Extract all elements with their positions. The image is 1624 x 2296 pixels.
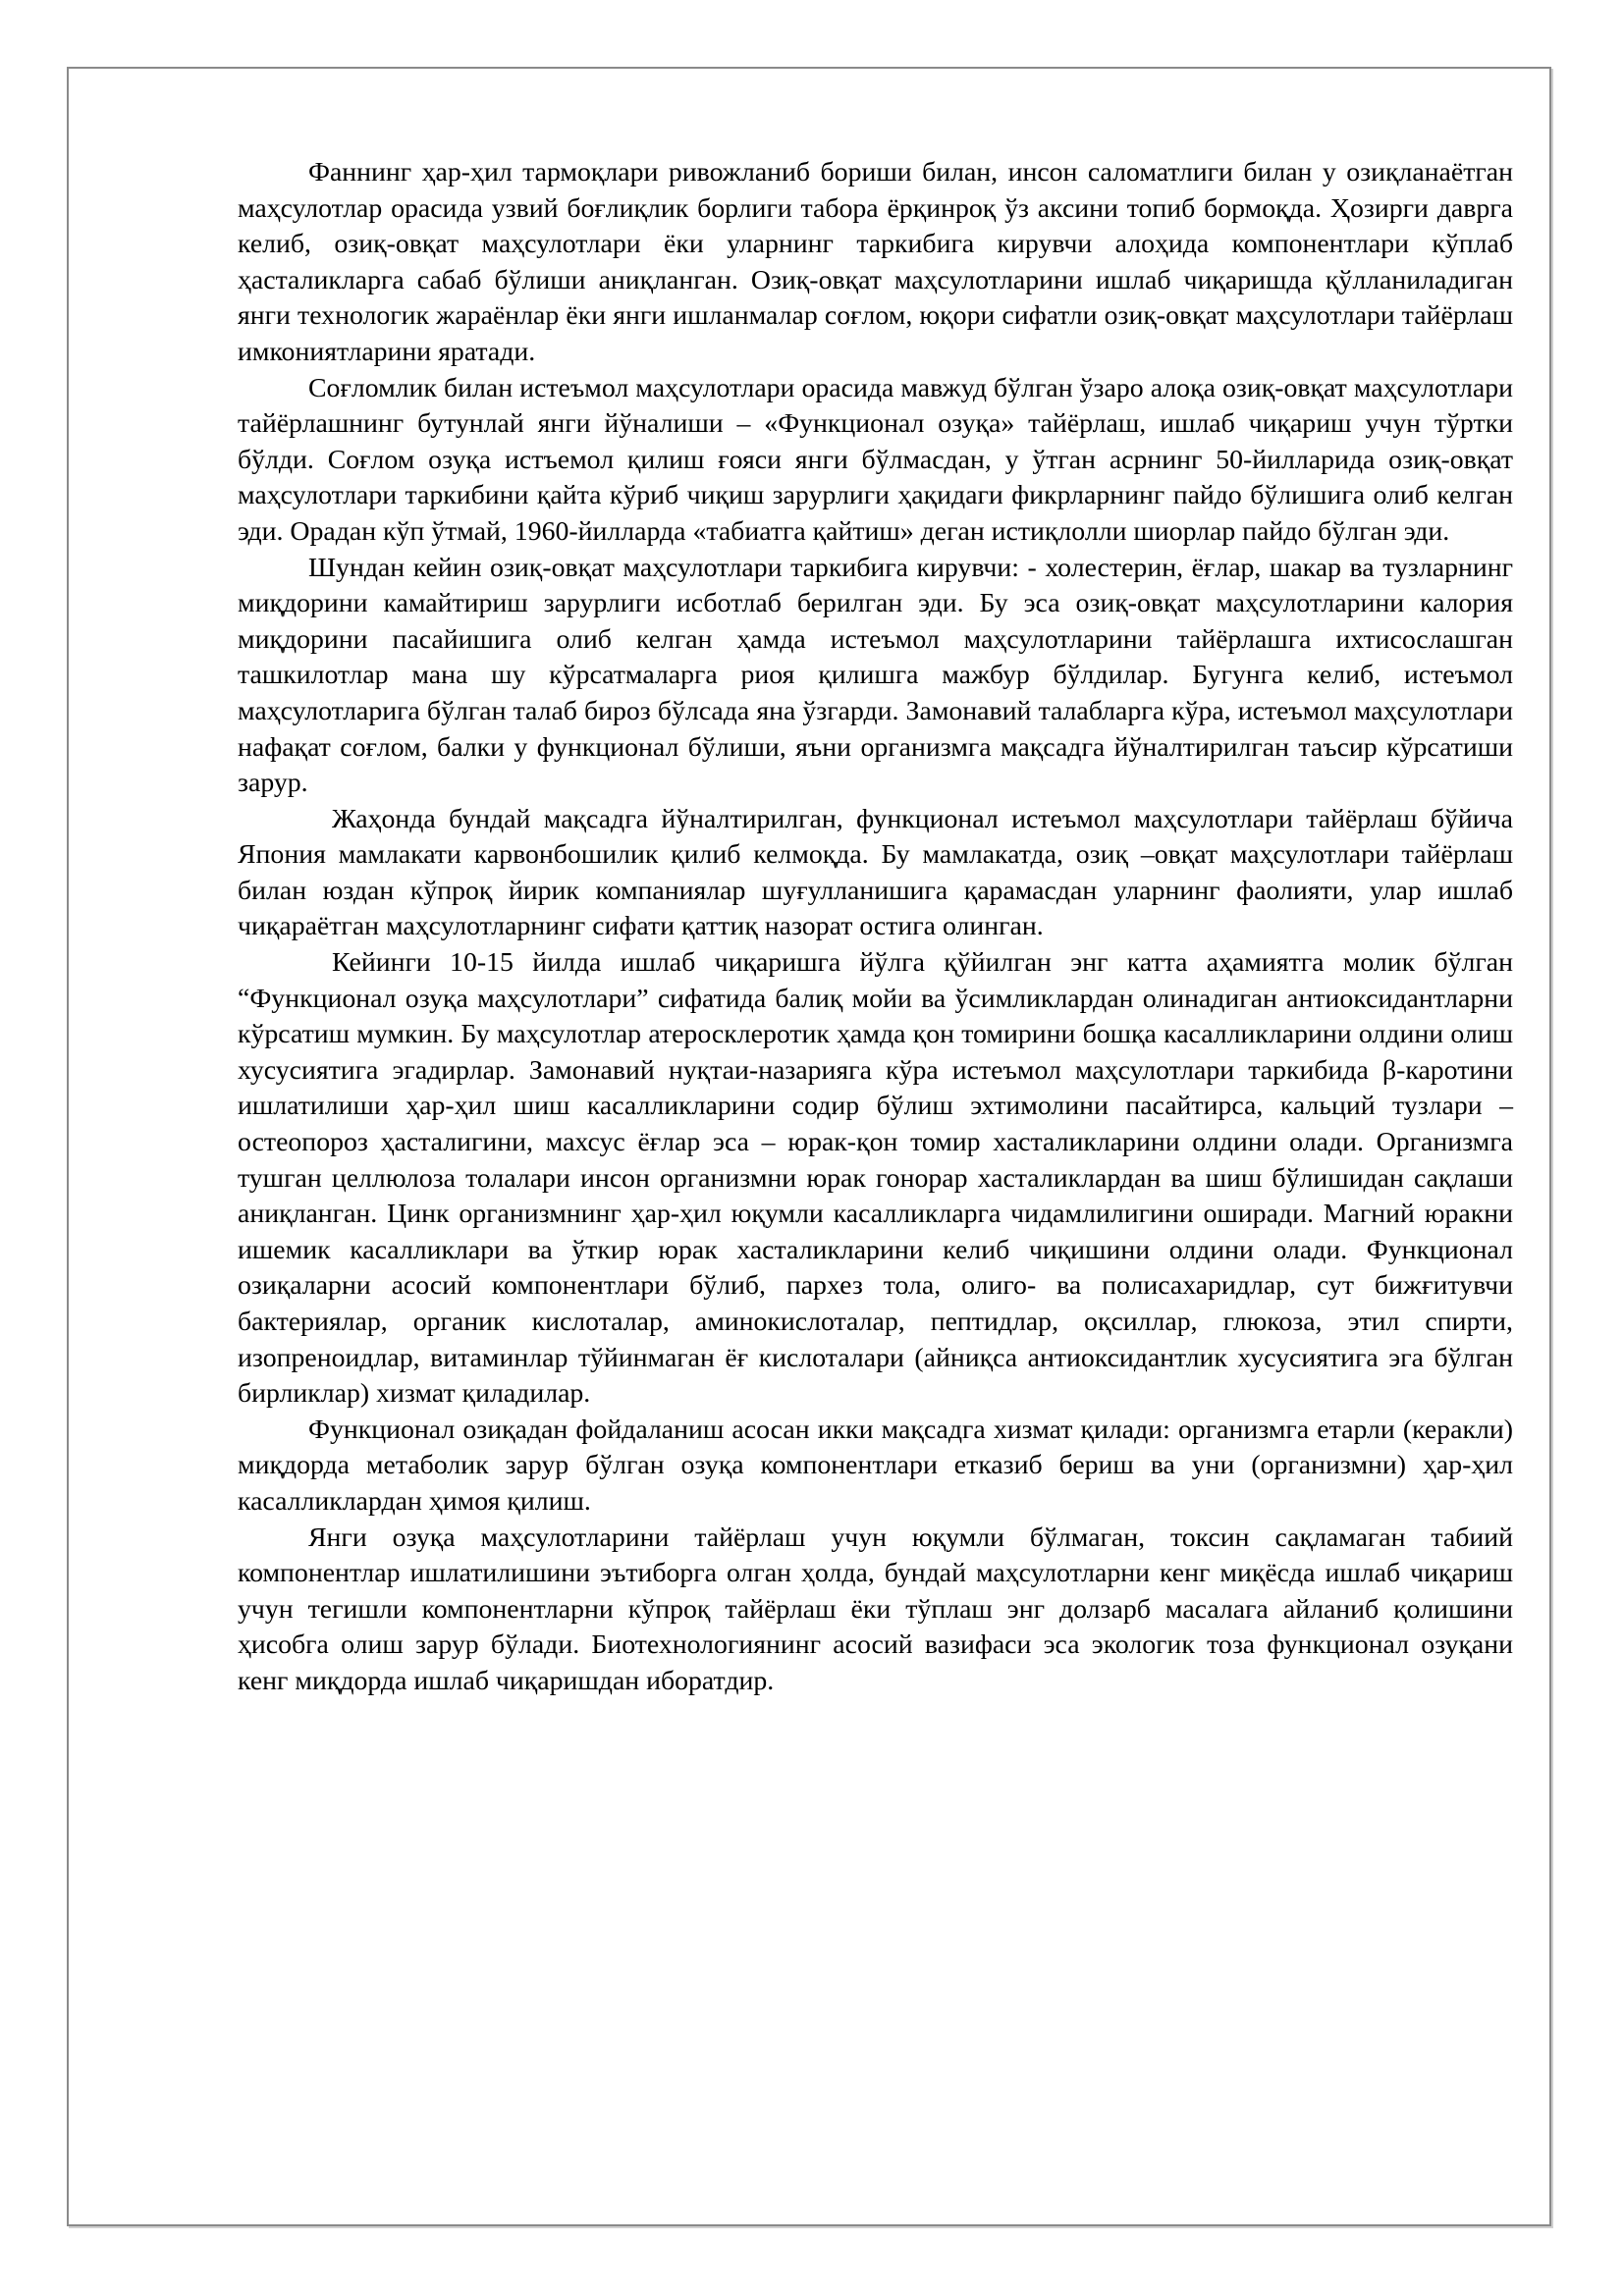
paragraph-7: Янги озуқа маҳсулотларини тайёрлаш учун юқумли бўлмаган, токсин сақламаган табиий компонентлар ишлатилишини эътиборга олган ҳолда, бундай маҳсулотларни кенг миқёсда ишлаб чиқариш учун тегишли компонентларни кўпроқ тайёрлаш ёки тўплаш энг долзарб масалага айланиб қолишини ҳисобга олиш зарур бўлади. Биотехнологиянинг асосий вазифаси эса экологик тоза функционал озуқани кенг миқдорда ишлаб чиқаришдан иборатдир. (238, 1522, 1513, 1696)
paragraph-3: Шундан кейин озиқ-овқат маҳсулотлари таркибига кирувчи: - холестерин, ёғлар, шакар ва тузларнинг миқдорини камайтириш зарурлиги исботлаб берилган эди. Бу эса озиқ-овқат маҳсулотларини калория миқдорини пасайишига олиб келган ҳамда истеъмол маҳсулотларини тайёрлашга ихтисослашган ташкилотлар мана шу кўрсатмаларга риоя қилишга мажбур бўлдилар. Бугунга келиб, истеъмол маҳсулотларига бўлган талаб бироз бўлсада яна ўзгарди. Замонавий талабларга кўра, истеъмол маҳсулотлари нафақат соғлом, балки у функционал бўлиши, яъни организмга мақсадга йўналтирилган таъсир кўрсатиши зарур. (238, 552, 1513, 799)
document-body (238, 155, 1513, 1700)
paragraph-4: Жаҳонда бундай мақсадга йўналтирилган, функционал истеъмол маҳсулотлари тайёрлаш бўйича Япония мамлакати карвонбошилик қилиб келмоқда. Бу мамлакатда, озиқ –овқат маҳсулотлари тайёрлаш билан юздан кўпроқ йирик компаниялар шуғулланишига қарамасдан уларнинг фаолияти, улар ишлаб чиқараётган маҳсулотларнинг сифати қаттиқ назорат остига олинган. (238, 803, 1513, 942)
paragraph-6: Функционал озиқадан фойдаланиш асосан икки мақсадга хизмат қилади: организмга етарли (керакли) миқдорда метаболик зарур бўлган озуқа компонентлари етказиб бериш ва уни (организмни) ҳар-ҳил касалликлардан ҳимоя қилиш. (238, 1414, 1513, 1517)
paragraph-2: Соғломлик билан истеъмол маҳсулотлари орасида мавжуд бўлган ўзаро алоқа озиқ-овқат маҳсулотлари тайёрлашнинг бутунлай янги йўналиши – «Функционал озуқа» тайёрлаш, ишлаб чиқариш учун тўртки бўлди. Соғлом озуқа истъемол қилиш ғояси янги бўлмасдан, у ўтган асрнинг 50-йилларида озиқ-овқат маҳсулотлари таркибини қайта кўриб чиқиш зарурлиги ҳақидаги фикрларнинг пайдо бўлишига олиб келган эди. Орадан кўп ўтмай, 1960-йилларда «табиатга қайтиш» деган истиқлолли шиорлар пайдо бўлган эди. (238, 372, 1513, 547)
paragraph-5: Кейинги 10-15 йилда ишлаб чиқаришга йўлга қўйилган энг катта аҳамиятга молик бўлган “Функционал озуқа маҳсулотлари” сифатида балиқ мойи ва ўсимликлардан олинадиган антиоксидантларни кўрсатиш мумкин. Бу маҳсулотлар атеросклеротик ҳамда қон томирини бошқа касалликларини олдини олиш хусусиятига эгадирлар. Замонавий нуқтаи-назарияга кўра истеъмол маҳсулотлари таркибида β-каротини ишлатилиши ҳар-ҳил шиш касалликларини содир бўлиш эхтимолини пасайтирса, кальций тузлари – остеопороз ҳасталигини, махсус ёғлар эса – юрак-қон томир хасталикларини олдини олади. Организмга тушган целлюлоза толалари инсон организмни юрак гонорар хасталиклардан ва шиш бўлишидан сақлаши аниқланган. Цинк организмнинг ҳар-ҳил юқумли касалликларга чидамлилигини оширади. Магний юракни ишемик касалликлари ва ўткир юрак хасталикларини келиб чиқишини олдини олади. Функционал озиқаларни асосий компонентлари бўлиб, пархез тола, олиго- ва полисахаридлар, сут бижғитувчи бактериялар, органик кислоталар, аминокислоталар, пептидлар, оқсиллар, глюкоза, этил спирти, изопреноидлар, витаминлар тўйинмаган ёғ кислоталари (айниқса антиоксидантлик хусусиятига эга бўлган бирликлар) хизмат қиладилар. (238, 947, 1513, 1410)
paragraph-1: Фаннинг ҳар-ҳил тармоқлари ривожланиб бориши билан, инсон саломатлиги билан у озиқланаётган маҳсулотлар орасида узвий боғлиқлик борлиги табора ёрқинроқ ўз аксини топиб бормоқда. Ҳозирги даврга келиб, озиқ-овқат маҳсулотлари ёки уларнинг таркибига кирувчи алоҳида компонентлари кўплаб ҳасталикларга сабаб бўлиши аниқланган. Озиқ-овқат маҳсулотларини ишлаб чиқаришда қўлланиладиган янги технологик жараёнлар ёки янги ишланмалар соғлом, юқори сифатли озиқ-овқат маҳсулотлари тайёрлаш имкониятларини яратади. (238, 157, 1513, 367)
